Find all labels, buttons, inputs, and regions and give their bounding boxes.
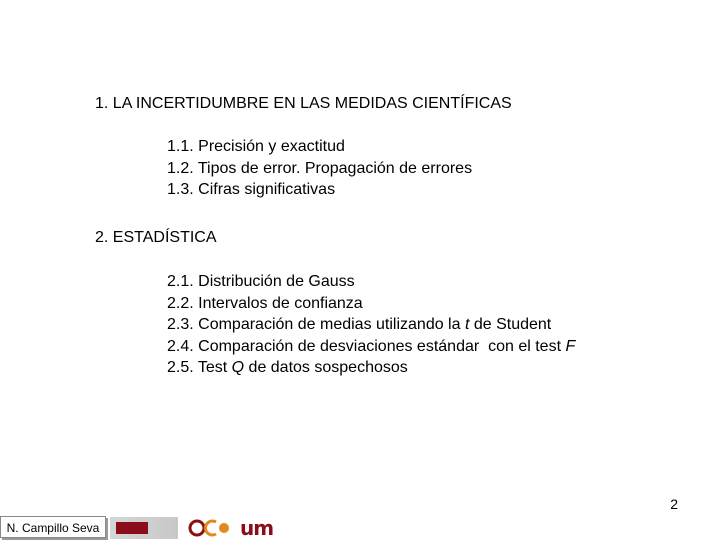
list-item xyxy=(167,136,472,158)
list-item xyxy=(167,336,575,358)
item-number: 2.2. xyxy=(167,294,194,312)
item-text: Intervalos de confianza xyxy=(198,294,363,312)
italic-symbol: F xyxy=(565,337,576,355)
item-number: 2.4. xyxy=(167,337,194,355)
page-number: 2 xyxy=(670,496,678,512)
section-1-title: 1. LA INCERTIDUMBRE EN LAS MEDIDAS CIENTÍFICAS xyxy=(95,95,512,112)
list-item xyxy=(167,158,472,180)
item-text-after: de Student xyxy=(469,316,552,333)
item-text: Comparación de medias utilizando la xyxy=(198,316,465,333)
italic-symbol: t xyxy=(464,316,470,333)
item-number: 1.3. xyxy=(167,181,194,198)
item-text-after: de datos sospechosos xyxy=(244,359,408,376)
list-item xyxy=(167,357,575,379)
item-number: 1.2. xyxy=(167,159,194,177)
author-label: N. Campillo Seva xyxy=(0,516,106,538)
item-text: Comparación de desviaciones estándar con el test xyxy=(198,337,566,355)
italic-symbol: Q xyxy=(231,359,245,376)
section-2-list xyxy=(167,271,575,379)
list-item xyxy=(167,314,575,336)
item-number: 2.3. xyxy=(167,316,194,333)
item-number: 2.1. xyxy=(167,273,194,290)
list-item xyxy=(167,271,575,293)
item-text: Distribución de Gauss xyxy=(198,273,355,290)
um-logo: um xyxy=(240,515,274,540)
list-item xyxy=(167,179,472,201)
item-text: Cifras significativas xyxy=(198,181,336,198)
university-logo-icon xyxy=(110,517,178,539)
item-text: Test xyxy=(197,359,232,376)
item-text: Tipos de error. Propagación de errores xyxy=(197,159,473,177)
footer-logos xyxy=(110,515,273,540)
item-number: 1.1. xyxy=(167,138,194,155)
section-2-title: 2. ESTADÍSTICA xyxy=(95,229,217,246)
section-1-list xyxy=(167,136,472,201)
item-number: 2.5. xyxy=(167,359,194,376)
list-item xyxy=(167,293,575,315)
ocw-logo-icon xyxy=(188,517,230,539)
item-text: Precisión y exactitud xyxy=(198,138,345,155)
